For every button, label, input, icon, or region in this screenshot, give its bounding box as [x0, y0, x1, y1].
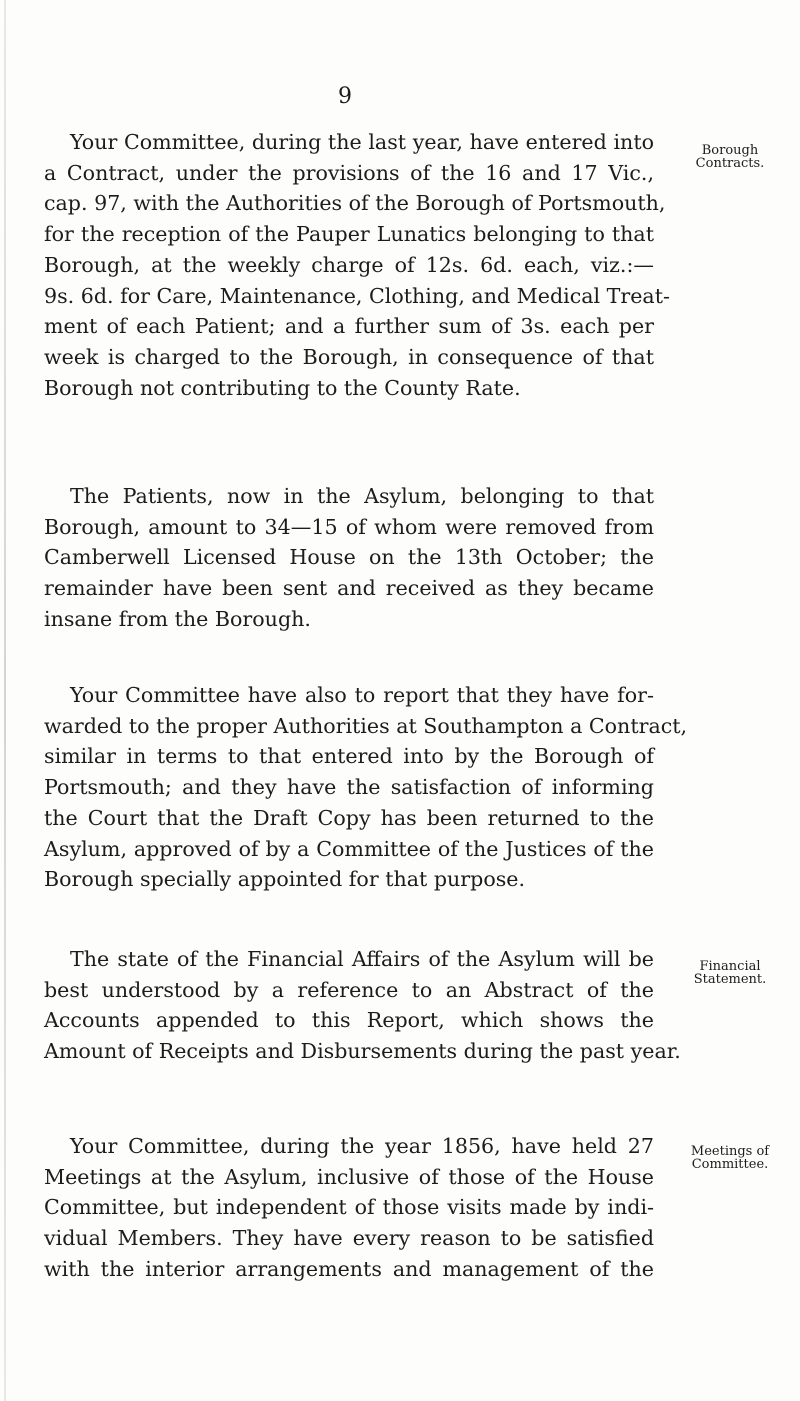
text-line: for the reception of the Pauper Lunatics belonging to that	[44, 222, 654, 247]
margin-note-line: Meetings of	[690, 1144, 770, 1159]
paragraph-southampton-contract	[44, 680, 688, 895]
text-line: Asylum, approved of by a Committee of the Justices of the	[44, 836, 654, 861]
text-line: The state of the Financial Affairs of the Asylum will be	[70, 947, 654, 971]
text-line: the Court that the Draft Copy has been returned to the	[44, 805, 654, 830]
text-line: Camberwell Licensed House on the 13th October; the	[44, 545, 654, 570]
text-line: similar in terms to that entered into by the Borough of	[44, 744, 654, 769]
text-line: best understood by a reference to an Abstract of the	[44, 977, 654, 1002]
text-line: Amount of Receipts and Disbursements during the past year.	[44, 1039, 681, 1064]
text-line: Borough, at the weekly charge of 12s. 6d. each, viz.:—	[44, 252, 654, 277]
text-line: week is charged to the Borough, in consequence of that	[44, 344, 654, 369]
text-line: Borough specially appointed for that purpose.	[44, 867, 526, 892]
margin-note-financial-statement	[665, 960, 795, 986]
paragraph-financial-statement	[44, 944, 681, 1067]
text-line: Your Committee have also to report that they have for-	[70, 683, 654, 707]
paragraph-meetings	[44, 1131, 654, 1285]
text-line: Meetings at the Asylum, inclusive of those of the House	[44, 1164, 654, 1189]
text-line: warded to the proper Authorities at Southampton a Contract,	[44, 713, 688, 738]
margin-note-borough-contracts	[665, 144, 795, 170]
margin-note-line: Contracts.	[695, 156, 765, 171]
margin-note-meetings	[665, 1145, 795, 1171]
text-line: vidual Members. They have every reason to be satisfied	[44, 1226, 654, 1251]
paragraph-borough-contracts	[44, 127, 670, 403]
page-number: 9	[338, 84, 352, 109]
margin-note-line: Financial	[699, 959, 761, 974]
margin-note-line: Committee.	[691, 1157, 769, 1172]
text-line: insane from the Borough.	[44, 606, 311, 631]
text-line: with the interior arrangements and management of the	[44, 1256, 654, 1281]
text-line: 9s. 6d. for Care, Maintenance, Clothing, and Medical Treat-	[44, 283, 670, 308]
text-line: Accounts appended to this Report, which shows the	[44, 1008, 654, 1033]
text-line: The Patients, now in the Asylum, belonging to that	[70, 484, 654, 508]
text-line: Borough not contributing to the County Rate.	[44, 375, 521, 400]
text-line: Your Committee, during the year 1856, have held 27	[70, 1134, 654, 1158]
paragraph-borough-patients	[44, 481, 654, 635]
page-edge-shadow	[4, 0, 6, 1401]
text-line: cap. 97, with the Authorities of the Borough of Portsmouth,	[44, 191, 666, 216]
text-line: Your Committee, during the last year, have entered into	[70, 130, 654, 154]
text-line: Portsmouth; and they have the satisfaction of informing	[44, 775, 654, 800]
text-line: remainder have been sent and received as they became	[44, 576, 654, 601]
text-line: ment of each Patient; and a further sum of 3s. each per	[44, 314, 654, 339]
text-line: a Contract, under the provisions of the 16 and 17 Vic.,	[44, 160, 654, 185]
text-line: Borough, amount to 34—15 of whom were removed from	[44, 514, 654, 539]
margin-note-line: Borough	[701, 143, 759, 158]
margin-note-line: Statement.	[693, 972, 767, 987]
text-line: Committee, but independent of those visits made by indi-	[44, 1195, 654, 1220]
